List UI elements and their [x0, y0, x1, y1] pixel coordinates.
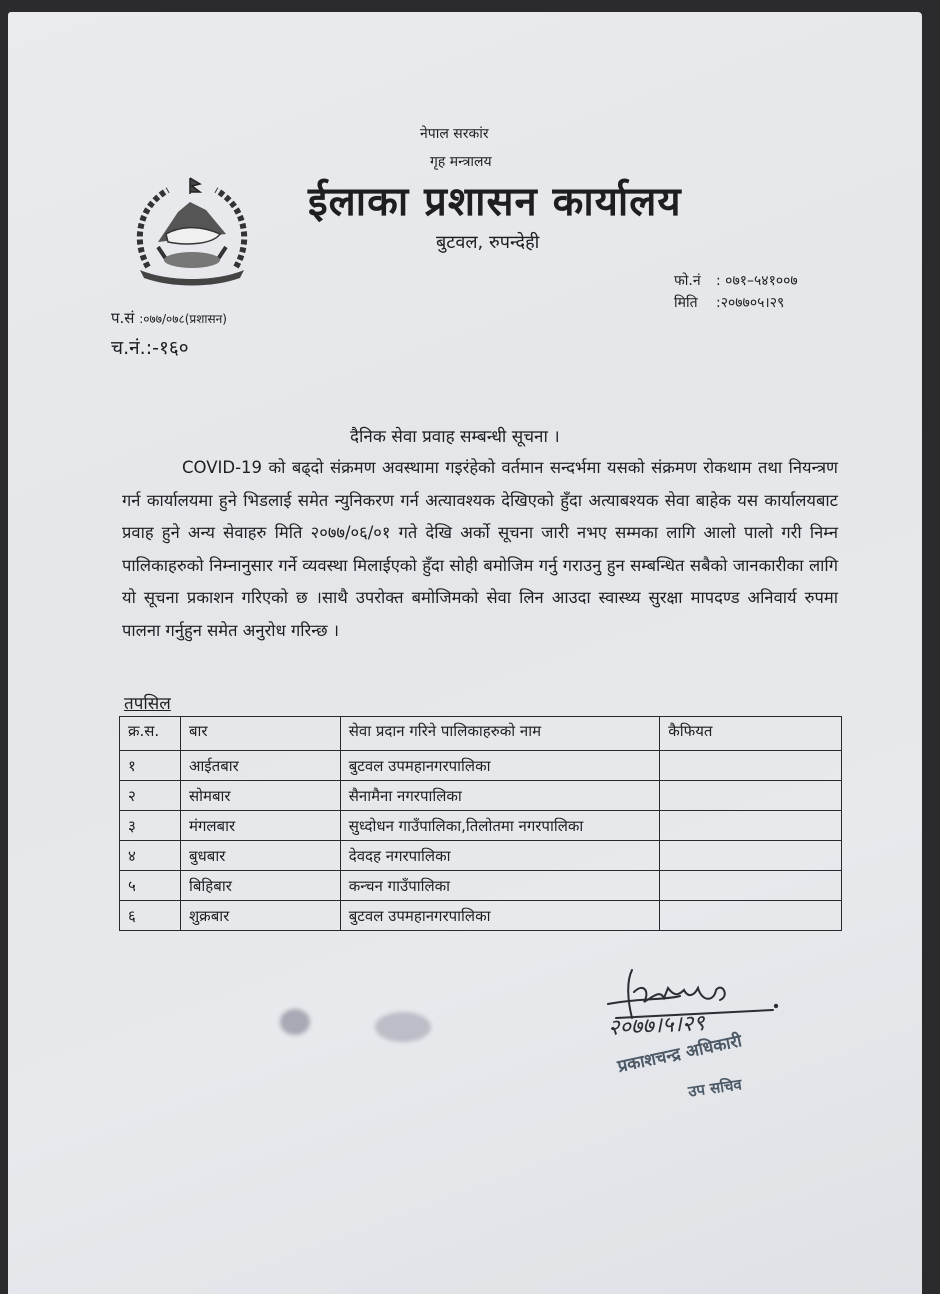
reference-label: प.सं	[111, 309, 135, 327]
day-cell: मंगलबार	[180, 811, 340, 841]
remarks-cell	[660, 841, 842, 871]
column-header-serial: क्र.स.	[120, 717, 181, 751]
municipality-cell: सैनामैना नगरपालिका	[340, 781, 660, 811]
office-title: ईलाका प्रशासन कार्यालय	[308, 179, 682, 225]
table-header-row	[120, 717, 842, 751]
date-label: मिति	[674, 295, 698, 311]
column-header-municipality: सेवा प्रदान गरिने पालिकाहरुको नाम	[340, 717, 660, 751]
ministry-name: गृह मन्त्रालय	[430, 154, 492, 170]
ink-smudge	[375, 1012, 431, 1042]
municipality-cell: देवदह नगरपालिका	[340, 841, 660, 871]
serial-cell: ३	[120, 811, 181, 841]
government-name: नेपाल सरकांर	[420, 126, 489, 142]
dispatch-number	[111, 334, 189, 360]
day-cell: बिहिबार	[180, 871, 340, 901]
dispatch-value: -१६०	[152, 337, 189, 359]
table-row	[120, 871, 842, 901]
serial-cell: ४	[120, 841, 181, 871]
municipality-cell: कन्चन गाउँपालिका	[340, 871, 660, 901]
office-location: बुटवल, रुपन्देही	[436, 232, 540, 253]
table-row	[120, 811, 842, 841]
remarks-cell	[660, 901, 842, 931]
reference-number	[111, 308, 227, 328]
signature-date: २०७७।५।२९	[607, 1010, 706, 1041]
remarks-cell	[660, 871, 842, 901]
remarks-cell	[660, 781, 842, 811]
remarks-cell	[660, 751, 842, 781]
serial-cell: ६	[120, 901, 181, 931]
notice-title: दैनिक सेवा प्रवाह सम्बन्धी सूचना ।	[350, 427, 560, 447]
table-row	[120, 751, 842, 781]
table-row	[120, 781, 842, 811]
serial-cell: २	[120, 781, 181, 811]
table-row	[120, 841, 842, 871]
table-row	[120, 901, 842, 931]
annex-heading: तपसिल	[124, 694, 171, 714]
day-cell: सोमबार	[180, 781, 340, 811]
column-header-day: बार	[180, 717, 340, 751]
ink-smudge	[280, 1009, 310, 1035]
column-header-remarks: कैफियत	[660, 717, 842, 751]
municipality-cell: बुटवल उपमहानगरपालिका	[340, 751, 660, 781]
serial-cell: १	[120, 751, 181, 781]
reference-value: :०७७/०७८(प्रशासन)	[139, 312, 227, 326]
letter-date: :२०७७०५।२९	[716, 295, 785, 311]
dispatch-label: च.नं.:	[111, 337, 153, 359]
schedule-table	[119, 716, 842, 931]
notice-body: COVID-19 को बढ्दो संक्रमण अवस्थामा गइरंहेको वर्तमान सन्दर्भमा यसको संक्रमण रोकथाम तथा नियन्त्रण गर्न कार्यालयमा हुने भिडलाई समेत न्युनिकरण गर्न अत्यावश्यक देखिएको हुँदा अत्याबश्यक सेवा बाहेक यस कार्यालयबाट प्रवाह हुने अन्य सेवाहरु मिति २०७७/०६/०१ गते देखि अर्को सूचना जारी नभए सम्मका लागि आलो पालो गरी निम्न पालिकाहरुको निम्नानुसार गर्ने व्यवस्था मिलाईएको हुँदा सोही बमोजिम गर्नु गराउनु हुन सम्बन्धित सबैको जानकारीका लागि यो सूचना प्रकाशन गरिएको छ ।साथै उपरोक्त बमोजिमको सेवा लिन आउदा स्वास्थ्य सुरक्षा मापदण्ड अनिवार्य रुपमा पालना गर्नुहुन समेत अनुरोध गरिन्छ ।	[122, 458, 838, 640]
municipality-cell: बुटवल उपमहानगरपालिका	[340, 901, 660, 931]
signatory-designation-stamp: उप सचिव	[687, 1075, 743, 1101]
phone-number: : ०७१–५४१००७	[716, 273, 798, 289]
remarks-cell	[660, 811, 842, 841]
nepal-emblem-icon	[128, 172, 256, 297]
day-cell: आईतबार	[180, 751, 340, 781]
serial-cell: ५	[120, 871, 181, 901]
municipality-cell: सुध्दोधन गाउँपालिका,तिलोतमा नगरपालिका	[340, 811, 660, 841]
day-cell: बुधबार	[180, 841, 340, 871]
signatory-name-stamp: प्रकाशचन्द्र अधिकारी	[615, 1031, 744, 1077]
phone-label: फो.नं	[674, 273, 701, 289]
document-page	[8, 12, 922, 1294]
day-cell: शुक्रबार	[180, 901, 340, 931]
